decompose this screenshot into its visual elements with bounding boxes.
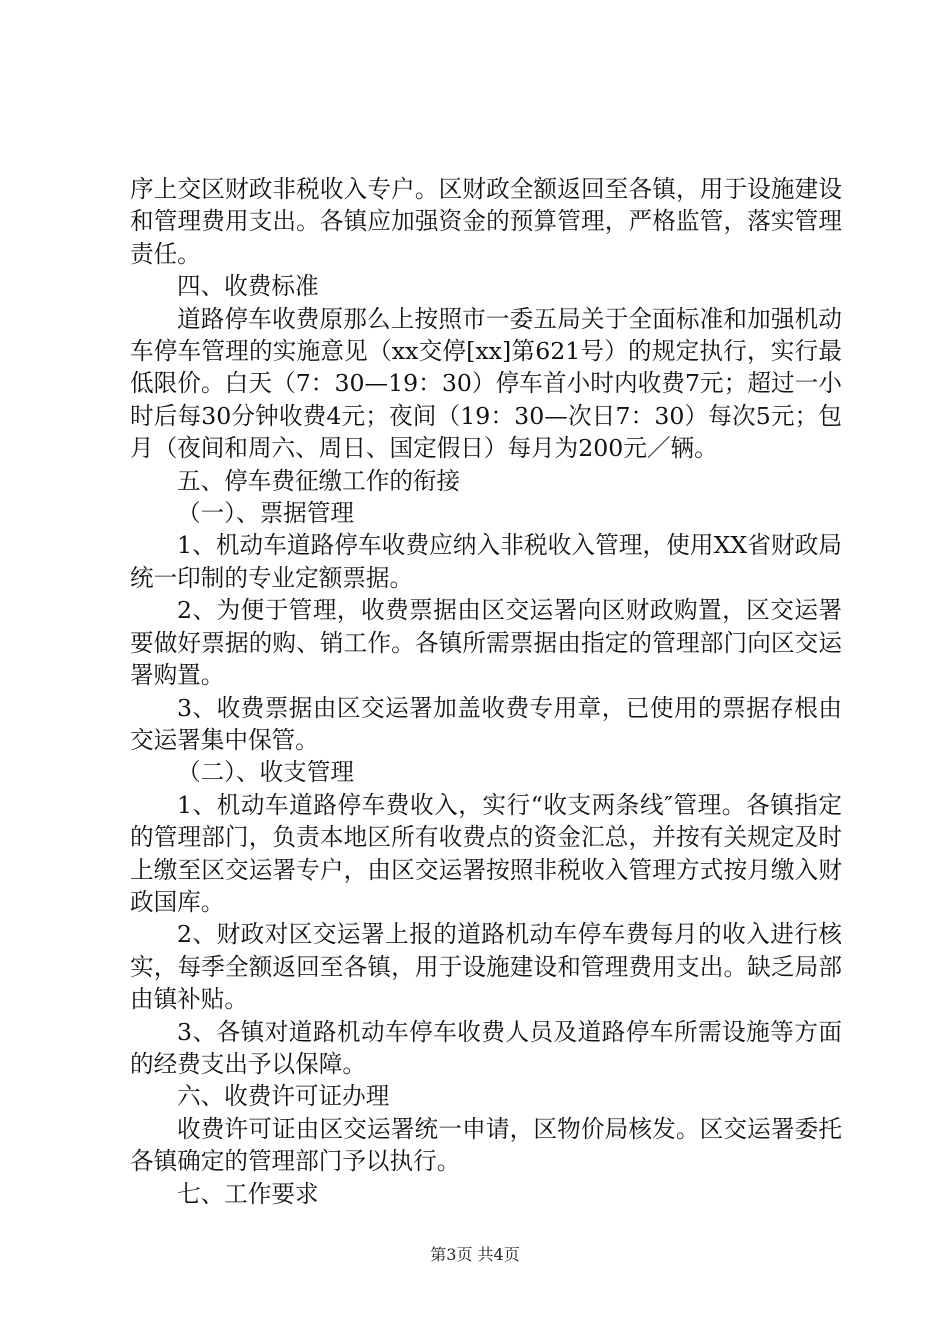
paragraph-fee-remittance: 序上交区财政非税收入专户。区财政全额返回至各镇，用于设施建设和管理费用支出。各镇应加强资金的预算管理，严格监管，落实管理责任。 (130, 175, 842, 268)
paragraph-receipt-2: 2、为便于管理，收费票据由区交运署向区财政购置，区交运署要做好票据的购、销工作。各镇所需票据由指定的管理部门向区交运署购置。 (130, 596, 842, 690)
paragraph-income-3: 3、各镇对道路机动车停车收费人员及道路停车所需设施等方面的经费支出予以保障。 (130, 1017, 842, 1078)
document-body (130, 173, 842, 1210)
heading-work-requirements: 七、工作要求 (177, 1179, 319, 1208)
paragraph-fee-standard: 道路停车收费原那么上按照市一委五局关于全面标准和加强机动车停车管理的实施意见（xx交停[xx]第621号）的规定执行，实行最低限价。白天（7：30—19：30）停车首小时内收费7元；超过一小时后每30分钟收费4元；夜间（19：30—次日7：30）每次5元；包月（夜间和周六、周日、国定假日）每月为200元／辆。 (130, 304, 842, 463)
heading-permit: 六、收费许可证办理 (177, 1082, 390, 1111)
subheading-income-management: （二）、收支管理 (177, 758, 354, 787)
heading-fee-standard: 四、收费标准 (177, 272, 319, 301)
heading-fee-collection: 五、停车费征缴工作的衔接 (177, 466, 461, 495)
subheading-receipt-management: （一）、票据管理 (177, 499, 354, 528)
paragraph-income-1: 1、机动车道路停车费收入，实行“收支两条线″管理。各镇指定的管理部门，负责本地区所有收费点的资金汇总，并按有关规定及时上缴至区交运署专户，由区交运署按照非税收入管理方式按月缴入财政国库。 (130, 790, 842, 916)
page-number: 第3页 共4页 (430, 1245, 520, 1264)
paragraph-receipt-3: 3、收费票据由区交运署加盖收费专用章，已使用的票据存根由交运署集中保管。 (130, 693, 842, 754)
paragraph-receipt-1: 1、机动车道路停车收费应纳入非税收入管理，使用XX省财政局统一印制的专业定额票据。 (130, 531, 842, 592)
paragraph-income-2: 2、财政对区交运署上报的道路机动车停车费每月的收入进行核实，每季全额返回至各镇，用于设施建设和管理费用支出。缺乏局部由镇补贴。 (130, 920, 842, 1014)
paragraph-permit: 收费许可证由区交运署统一申请，区物价局核发。区交运署委托各镇确定的管理部门予以执行。 (130, 1114, 842, 1176)
